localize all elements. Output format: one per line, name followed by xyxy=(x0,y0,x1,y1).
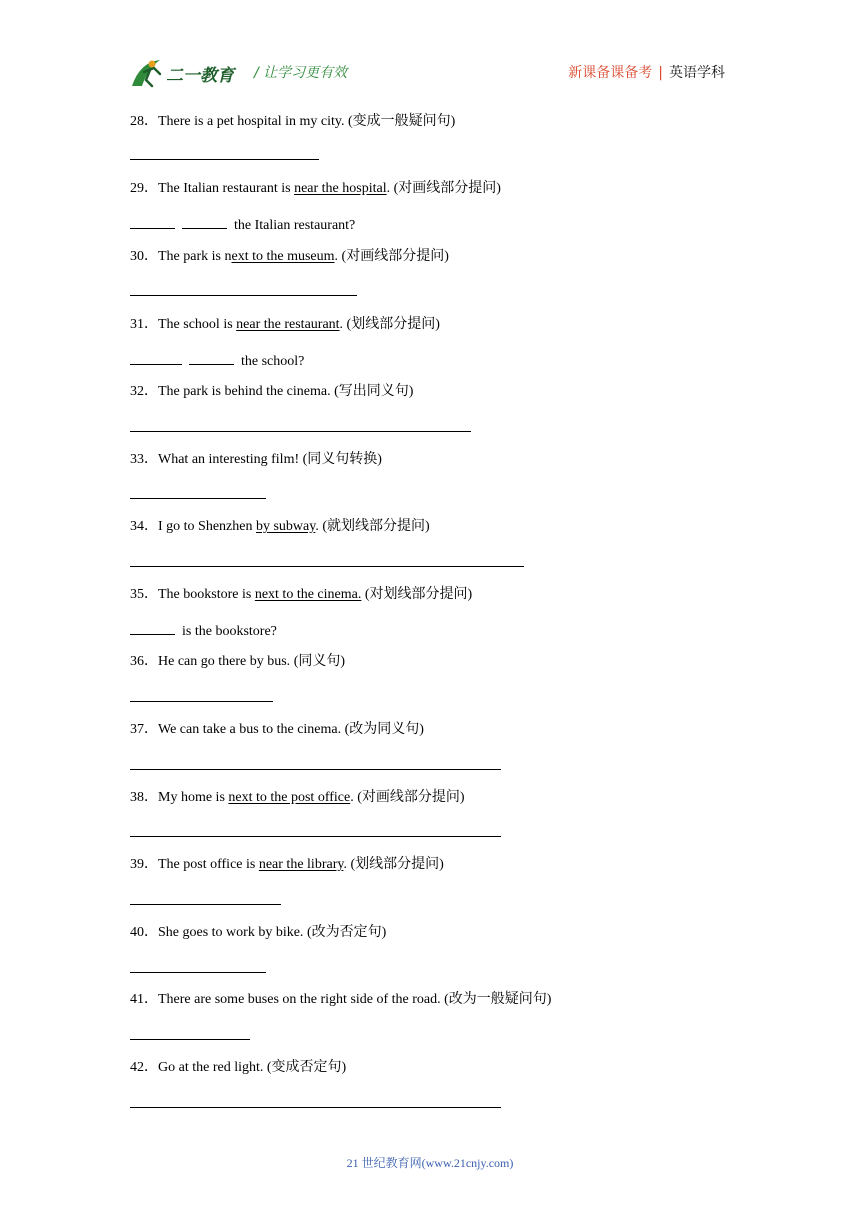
question-33: 33．What an interesting film! (同义句转换) xyxy=(130,452,382,467)
question-35: 35．The bookstore is next to the cinema. (对划线部分提问) xyxy=(130,587,473,602)
question-41: 41．There are some buses on the right side of the road. (改为一般疑问句) xyxy=(130,992,552,1007)
question-34: 34．I go to Shenzhen by subway. (就划线部分提问) xyxy=(130,519,430,534)
answer-35: is the bookstore? xyxy=(130,620,277,641)
question-31: 31．The school is near the restaurant. (划线部分提问) xyxy=(130,317,440,332)
blank-29-1[interactable] xyxy=(130,214,175,229)
answer-line-32[interactable] xyxy=(130,431,471,432)
answer-line-39[interactable] xyxy=(130,904,281,905)
question-32: 32．The park is behind the cinema. (写出同义句) xyxy=(130,384,414,399)
question-36: 36．He can go there by bus. (同义句) xyxy=(130,654,346,669)
answer-line-33[interactable] xyxy=(130,498,266,499)
header-subject xyxy=(568,62,725,82)
answer-line-38[interactable] xyxy=(130,836,501,837)
slogan: / 让学习更有效 xyxy=(254,65,348,81)
answer-line-28[interactable] xyxy=(130,159,319,160)
question-28: 28．There is a pet hospital in my city. (变成一般疑问句) xyxy=(130,114,456,129)
blank-31-1[interactable] xyxy=(130,350,182,365)
question-37: 37．We can take a bus to the cinema. (改为同义句) xyxy=(130,722,424,737)
question-29: 29．The Italian restaurant is near the hospital. (对画线部分提问) xyxy=(130,181,501,196)
answer-line-34[interactable] xyxy=(130,566,524,567)
answer-29: the Italian restaurant? xyxy=(130,214,355,235)
answer-line-37[interactable] xyxy=(130,769,501,770)
question-38: 38．My home is next to the post office. (对画线部分提问) xyxy=(130,790,465,805)
answer-31: the school? xyxy=(130,350,304,371)
answer-line-40[interactable] xyxy=(130,972,266,973)
answer-line-30[interactable] xyxy=(130,295,357,296)
question-42: 42．Go at the red light. (变成否定句) xyxy=(130,1060,347,1075)
answer-line-36[interactable] xyxy=(130,701,273,702)
question-30: 30．The park is next to the museum. (对画线部分提问) xyxy=(130,249,449,264)
page-header xyxy=(130,56,725,90)
blank-29-2[interactable] xyxy=(182,214,227,229)
header-separator: | xyxy=(658,65,663,81)
answer-line-41[interactable] xyxy=(130,1039,250,1040)
header-tagline: 新课备课备考 xyxy=(568,65,653,81)
logo-text: 二一教育 xyxy=(166,66,234,86)
blank-35-1[interactable] xyxy=(130,620,175,635)
answer-line-42[interactable] xyxy=(130,1107,501,1108)
question-40: 40．She goes to work by bike. (改为否定句) xyxy=(130,925,387,940)
question-39: 39．The post office is near the library. (划线部分提问) xyxy=(130,857,444,872)
blank-31-2[interactable] xyxy=(189,350,234,365)
header-subject-label: 英语学科 xyxy=(669,65,725,81)
page-footer: 21 世纪教育网(www.21cnjy.com) xyxy=(346,1156,514,1170)
logo-icon xyxy=(130,56,242,90)
